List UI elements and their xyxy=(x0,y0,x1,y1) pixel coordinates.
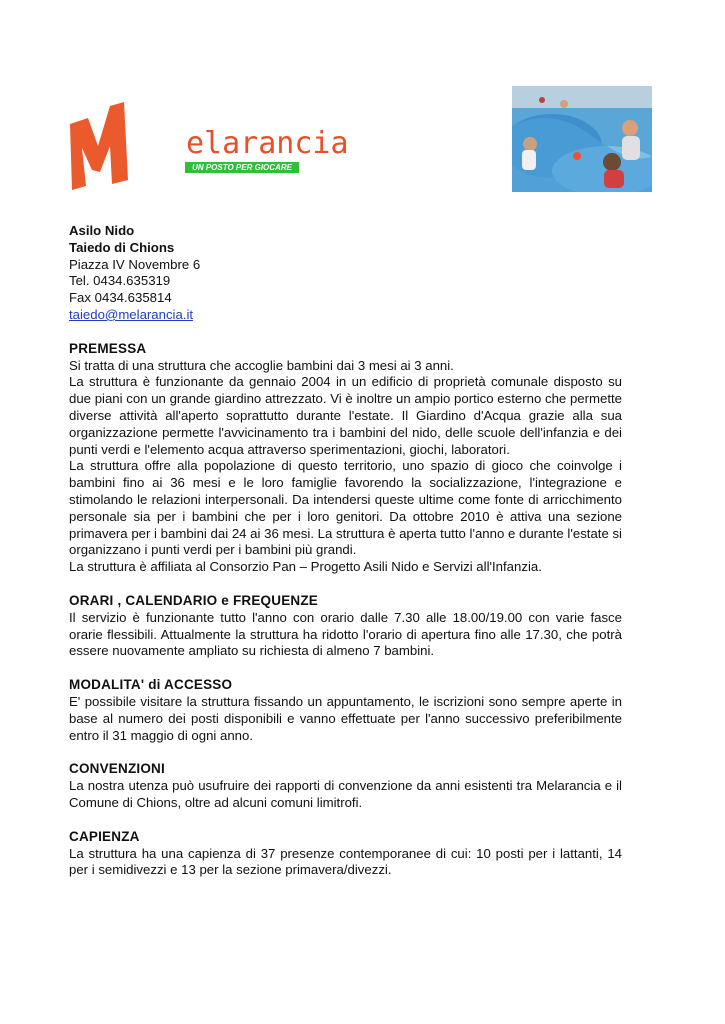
logo-wordmark: elarancia xyxy=(186,126,349,161)
section-capienza xyxy=(69,829,622,879)
fax: Fax 0434.635814 xyxy=(69,290,172,306)
telephone: Tel. 0434.635319 xyxy=(69,273,171,289)
orari-paragraph: Il servizio è funzionante tutto l'anno con orario dalle 7.30 alle 18.00/19.00 con varie fasce orarie flessibili. Attualmente la struttura ha ridotto l'orario di apertura fino alle 17.30, che potrà essere nuovamente ampliato su richiesta di almeno 7 bambini. xyxy=(69,609,622,659)
premessa-paragraph-4: La struttura è affiliata al Consorzio Pan – Progetto Asili Nido e Servizi all'Infanzia. xyxy=(69,559,542,575)
section-convenzioni xyxy=(69,761,622,811)
premessa-paragraph-3: La struttura offre alla popolazione di questo territorio, uno spazio di gioco che coinvolge i bambini fino ai 36 mesi e le loro famiglie favorendo la socializzazione, l'integrazione e stimolando le relazioni interpersonali. Da intendersi queste ultime come fonte di arricchimento personale sia per i bambini che per i loro genitori. Da ottobre 2010 è attiva una sezione primavera per i bambini dai 24 ai 36 mesi. La struttura è aperta tutto l'anno e durante l'estate si organizzano i punti verdi per i bambini più grandi. xyxy=(69,458,622,558)
capienza-paragraph: La struttura ha una capienza di 37 presenze contemporanee di cui: 10 posti per i lattanti, 14 per i semidivezzi e 13 per la sezione primavera/divezzi. xyxy=(69,845,622,878)
section-title-convenzioni: CONVENZIONI xyxy=(69,761,165,777)
email-link[interactable]: taiedo@melarancia.it xyxy=(69,306,194,322)
facility-type: Asilo Nido xyxy=(69,223,135,238)
convenzioni-paragraph: La nostra utenza può usufruire dei rapporti di convenzione da anni esistenti tra Melarancia e il Comune di Chions, oltre ad alcuni comuni limitrofi. xyxy=(69,778,622,810)
facility-location: Taiedo di Chions xyxy=(69,239,175,255)
section-title-capienza: CAPIENZA xyxy=(69,828,140,844)
water-garden-photo xyxy=(512,86,652,192)
section-title-accesso: MODALITA' di ACCESSO xyxy=(69,677,233,693)
logo-m-icon xyxy=(68,98,128,193)
premessa-paragraph-2: La struttura è funzionante da gennaio 2004 in un edificio di proprietà comunale disposto su due piani con un grande giardino attrezzato. Vi è inoltre un ampio portico esterno che permette diverse attività all'aperto soprattutto durante l'estate. Il Giardino d'Acqua grazie alla sua organizzazione permette l'avvicinamento tra i bambini del nido, delle scuole dell'infanzia e dei punti verdi e l'elemento acqua attraverso sperimentazioni, giochi, laboratori. xyxy=(69,374,622,457)
logo-tagline: UN POSTO PER GIOCARE xyxy=(185,162,299,173)
accesso-paragraph: E' possibile visitare la struttura fissando un appuntamento, le iscrizioni sono sempre aperte in base al numero dei posti disponibili e vanno effettuate per l'anno successivo preferibilmente entro il 31 maggio di ogni anno. xyxy=(69,693,622,743)
section-title-orari: ORARI , CALENDARIO e FREQUENZE xyxy=(69,592,319,608)
section-orari xyxy=(69,593,622,660)
section-title-premessa: PREMESSA xyxy=(69,340,147,356)
section-premessa xyxy=(69,341,622,576)
document-body xyxy=(69,223,622,879)
section-accesso xyxy=(69,677,622,744)
address: Piazza IV Novembre 6 xyxy=(69,256,201,272)
premessa-paragraph-1: Si tratta di una struttura che accoglie bambini dai 3 mesi ai 3 anni. xyxy=(69,357,454,373)
melarancia-logo xyxy=(68,98,349,193)
